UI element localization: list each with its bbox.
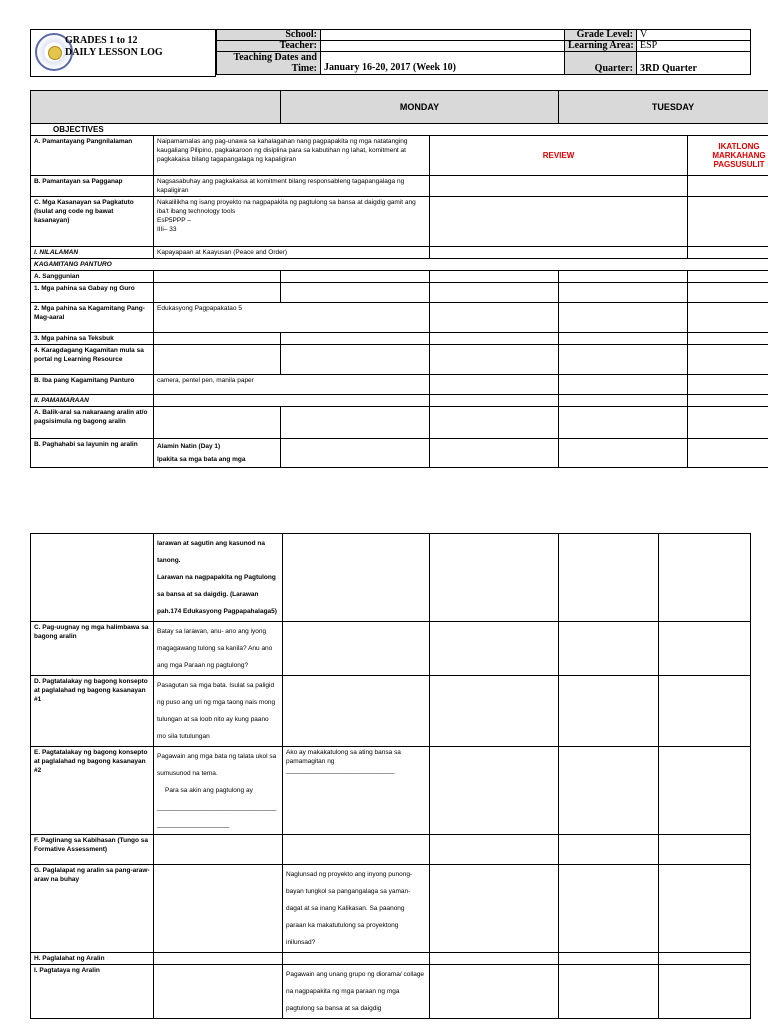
- p2-e-desc2: Para sa akin ang pagtulong ay: [165, 787, 253, 794]
- p2-r1-c4: [430, 534, 559, 622]
- row-a-label: A. Pamantayang Pangnilalaman: [31, 136, 154, 176]
- larawan-text: larawan at sagutin ang kasunod na tanong.: [157, 540, 265, 564]
- logo-line1: GRADES 1 to 12: [65, 35, 138, 46]
- row-b-c6: [688, 176, 768, 197]
- objectives-heading: OBJECTIVES: [31, 124, 768, 136]
- p2-c-c5: [559, 622, 659, 676]
- iba-label: B. Iba pang Kagamitang Panturo: [31, 375, 154, 395]
- paghahabi-label: B. Paghahabi sa layunin ng aralin: [31, 439, 154, 468]
- kagamitan-heading: KAGAMITANG PANTURO: [31, 259, 768, 271]
- iba-c5: [559, 375, 688, 395]
- p2-d-c5: [559, 676, 659, 747]
- p2-e-tue-line: ______________________________: [286, 767, 395, 774]
- nilalaman-c6: [688, 247, 768, 259]
- larawan-text2: Larawan na nagpapakita ng Pagtulong sa bansa at sa daigdig. (Larawan pah.174 Edukasyong Pagpapahalaga5): [157, 574, 277, 615]
- p2-d-text: Pasagutan sa mga bata. Isulat sa paligid ng puso ang uri ng mga taong nais mong tulungan at sa loob nito ay kung paano mo sila tutulungan: [154, 676, 283, 747]
- balik-label: A. Balik-aral sa nakaraang aralin at/o pagsisimula ng bagong aralin: [31, 407, 154, 439]
- pamamaraan-c6: [688, 395, 768, 407]
- nilalaman-tue: [430, 247, 688, 259]
- balik-c5: [559, 407, 688, 439]
- row-b-label: B. Pamantayan sa Pagganap: [31, 176, 154, 197]
- teksbuk-c5: [559, 333, 688, 345]
- p2-g-text: Naglunsad ng proyekto ang inyong punong- bayan tungkol sa pangangalaga sa yaman- dagat at sa inang Kalikasan. Sa paanong paraan ka makatutulong sa proyektong inilunsad?: [283, 865, 430, 953]
- kagamitan-pang-c5: [559, 303, 688, 333]
- karagdagang-c2: [154, 345, 281, 375]
- alamin-text: Alamin Natin (Day 1): [157, 443, 221, 450]
- p2-d-c6: [659, 676, 751, 747]
- p2-f-c4: [430, 835, 559, 865]
- p2-h-c5: [559, 953, 659, 965]
- p2-i-label: I. Pagtataya ng Aralin: [31, 965, 154, 1019]
- gabay-c4: [430, 283, 559, 303]
- review-label: REVIEW: [430, 136, 688, 176]
- kagamitan-pang-label: 2. Mga pahina sa Kagamitang Pang-Mag-aaral: [31, 303, 154, 333]
- p2-i-c6: [659, 965, 751, 1019]
- quarter-value: 3RD Quarter: [637, 52, 751, 75]
- p2-h-c6: [659, 953, 751, 965]
- paghahabi-c4: [430, 439, 559, 468]
- teksbuk-c4: [430, 333, 559, 345]
- p2-e-text: [154, 747, 283, 835]
- p2-i-text: Pagawain ang unang grupo ng diorama/ collage na nagpapakita ng mga paraan ng mga pagtulong sa bansa at sa daigdig: [283, 965, 430, 1019]
- ipakita-text: Ipakita sa mga bata ang mga: [157, 456, 246, 463]
- logo-box: [30, 29, 216, 77]
- pagsusulit-label: IKATLONG MARKAHANG PAGSUSULIT: [688, 136, 768, 176]
- p2-e-line: _________________________________: [157, 804, 277, 811]
- p2-d-c3: [283, 676, 430, 747]
- p2-e-c5: [559, 747, 659, 835]
- karagdagang-c6: [688, 345, 768, 375]
- p2-h-c4: [430, 953, 559, 965]
- pamamaraan-label: II. PAMAMARAAN: [31, 395, 154, 407]
- row-a-text: Naipamamalas ang pag-unawa sa kahalagahan nang pagpapakita ng mga natatanging kaugaliang Pilipino, pagkakaroon ng disiplina para sa kabutihan ng lahat, komitment at pagkakaisa bilang tagapangalaga ng kapaligiran: [154, 136, 430, 176]
- quarter-label: Quarter:: [565, 52, 637, 75]
- dates-value: January 16-20, 2017 (Week 10): [321, 52, 565, 75]
- balik-c6: [688, 407, 768, 439]
- p2-c-label: C. Pag-uugnay ng mga halimbawa sa bagong aralin: [31, 622, 154, 676]
- row-b-tue: [430, 176, 688, 197]
- p2-g-label: G. Paglalapat ng aralin sa pang-araw-araw na buhay: [31, 865, 154, 953]
- nilalaman-text: Kapayapaan at Kaayusan (Peace and Order): [154, 247, 430, 259]
- p2-f-c5: [559, 835, 659, 865]
- paghahabi-c3: [281, 439, 430, 468]
- row-c-c6: [688, 197, 768, 247]
- sanggunian-c5: [559, 271, 688, 283]
- teacher-value: [321, 41, 565, 52]
- paghahabi-c6: [688, 439, 768, 468]
- teksbuk-label: 3. Mga pahina sa Teksbuk: [31, 333, 154, 345]
- sanggunian-label: A. Sanggunian: [31, 271, 154, 283]
- dates-label: [217, 52, 321, 75]
- p2-f-c6: [659, 835, 751, 865]
- pamamaraan-c2: [154, 395, 430, 407]
- karagdagang-c3: [281, 345, 430, 375]
- p2-g-c5: [559, 865, 659, 953]
- p2-g-c2: [154, 865, 283, 953]
- p2-f-label: F. Paglinang sa Kabihasan (Tungo sa Formative Assessment): [31, 835, 154, 865]
- p2-h-c3: [283, 953, 430, 965]
- p2-i-c5: [559, 965, 659, 1019]
- p2-r1-c6: [659, 534, 751, 622]
- p2-f-c2: [154, 835, 283, 865]
- p2-c-c3: [283, 622, 430, 676]
- sanggunian-c4: [430, 271, 559, 283]
- karagdagang-c5: [559, 345, 688, 375]
- p2-d-c4: [430, 676, 559, 747]
- p2-h-label: H. Paglalahat ng Aralin: [31, 953, 154, 965]
- karagdagang-c4: [430, 345, 559, 375]
- iba-text: camera, pentel pen, manila paper: [154, 375, 430, 395]
- p2-r1-label: [31, 534, 154, 622]
- school-value: [321, 30, 565, 41]
- balik-c2: [154, 407, 281, 439]
- gabay-c2: [154, 283, 281, 303]
- p2-r1-c5: [559, 534, 659, 622]
- p2-g-c4: [430, 865, 559, 953]
- p2-r1-c3: [283, 534, 430, 622]
- kagamitan-pang-c6: [688, 303, 768, 333]
- gabay-label: 1. Mga pahina sa Gabay ng Guro: [31, 283, 154, 303]
- teksbuk-c2: [154, 333, 281, 345]
- pamamaraan-c4: [430, 395, 559, 407]
- nilalaman-label: I. NILALAMAN: [31, 247, 154, 259]
- gabay-c6: [688, 283, 768, 303]
- row-b-text: Nagsasabuhay ang pagkakaisa at komitment bilang responsableng tagapangalaga ng kapaligiran: [154, 176, 430, 197]
- p2-c-text: Batay sa larawan, anu- ano ang iyong magagawang tulong sa kanila? Anu ano ang mga Paraan ng pagtulong?: [154, 622, 283, 676]
- lesson-table-page2: [30, 533, 751, 1019]
- dates-label-line2: Time:: [291, 63, 317, 74]
- p2-g-c6: [659, 865, 751, 953]
- header-left-table: [216, 29, 565, 75]
- balik-c3: [281, 407, 430, 439]
- paghahabi-text: [154, 439, 281, 468]
- p2-e-label: E. Pagtatalakay ng bagong konsepto at paglalahad ng bagong kasanayan #2: [31, 747, 154, 835]
- paghahabi-c5: [559, 439, 688, 468]
- teacher-label: Teacher:: [217, 41, 321, 52]
- p2-e-c6: [659, 747, 751, 835]
- sanggunian-c3: [281, 271, 430, 283]
- p2-e-desc: Pagawain ang mga bata ng talata ukol sa sumusunod na tema.: [157, 753, 277, 777]
- day-header-monday: MONDAY: [281, 91, 559, 124]
- gabay-c5: [559, 283, 688, 303]
- p2-h-c2: [154, 953, 283, 965]
- sanggunian-c2: [154, 271, 281, 283]
- kagamitan-pang-c4: [430, 303, 559, 333]
- iba-c6: [688, 375, 768, 395]
- p2-e-tue-text: Ako ay makakatulong sa ating bansa sa pamamagitan ng: [286, 749, 401, 765]
- p2-e-tue: [283, 747, 430, 835]
- school-label: School:: [217, 30, 321, 41]
- area-label: Learning Area:: [565, 41, 637, 52]
- teksbuk-c3: [281, 333, 430, 345]
- p2-c-c6: [659, 622, 751, 676]
- day-header-tuesday: TUESDAY: [559, 91, 768, 124]
- row-c-tue: [430, 197, 688, 247]
- p2-f-c3: [283, 835, 430, 865]
- p2-i-c4: [430, 965, 559, 1019]
- pamamaraan-c5: [559, 395, 688, 407]
- iba-c4: [430, 375, 559, 395]
- header-right-table: [564, 29, 751, 75]
- p2-e-line2: ____________________: [157, 821, 230, 828]
- larawan-cell: [154, 534, 283, 622]
- dates-label-line1: Teaching Dates and: [233, 52, 317, 63]
- row-c-text: [154, 197, 430, 247]
- gabay-c3: [281, 283, 430, 303]
- karagdagang-label: 4. Karagdagang Kagamitan mula sa portal ng Learning Resource: [31, 345, 154, 375]
- day-header-blank: [31, 91, 281, 124]
- area-value: ESP: [637, 41, 751, 52]
- row-c-code2: IIIi– 33: [157, 226, 177, 233]
- row-c-desc: Nakalilikha ng isang proyekto na nagpapakita ng pagtulong sa bansa at daigdig gamit ang iba't ibang technology tools: [157, 199, 416, 215]
- row-c-label: C. Mga Kasanayan sa Pagkatuto (Isulat ang code ng bawat kasanayan): [31, 197, 154, 247]
- p2-e-c4: [430, 747, 559, 835]
- sanggunian-c6: [688, 271, 768, 283]
- logo-line2: DAILY LESSON LOG: [65, 47, 163, 58]
- grade-label: Grade Level:: [565, 30, 637, 41]
- grade-value: V: [637, 30, 751, 41]
- p2-i-c2: [154, 965, 283, 1019]
- p2-c-c4: [430, 622, 559, 676]
- lesson-table-page1: [30, 90, 768, 468]
- row-c-code1: EsP5PPP –: [157, 217, 191, 224]
- teksbuk-c6: [688, 333, 768, 345]
- p2-d-label: D. Pagtatalakay ng bagong konsepto at paglalahad ng bagong kasanayan #1: [31, 676, 154, 747]
- kagamitan-pang-text: Edukasyong Pagpapakatao 5: [154, 303, 430, 333]
- balik-c4: [430, 407, 559, 439]
